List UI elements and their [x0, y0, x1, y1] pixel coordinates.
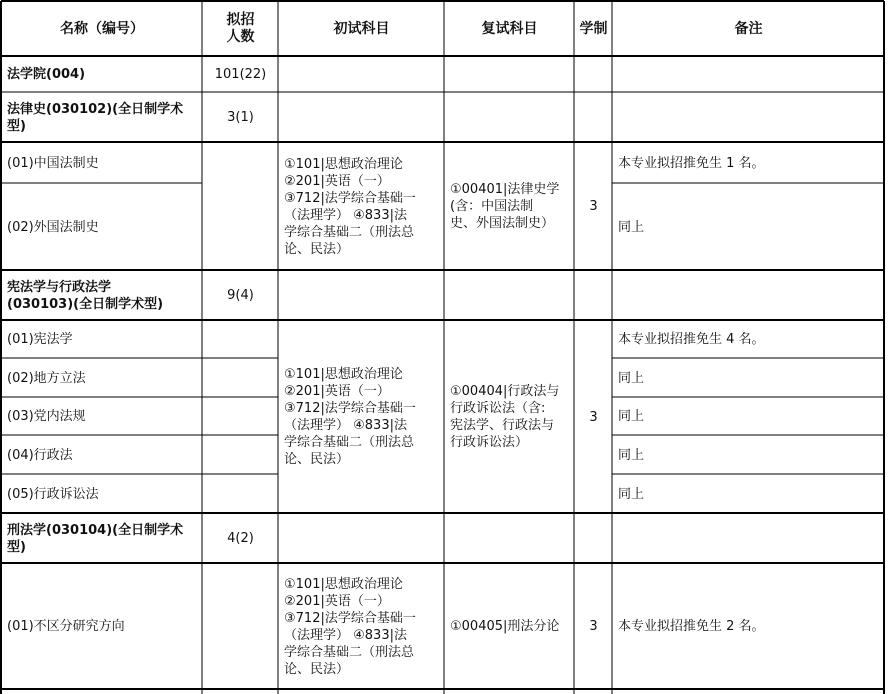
direction-name: (01)中国法制史: [7, 155, 99, 171]
school-quota: 101(22): [214, 67, 267, 82]
school-name: 法学院(004): [7, 67, 86, 82]
major-name: 宪法学与行政法学 (030103)(全日制学术型): [7, 279, 164, 312]
direction-name: (04)行政法: [7, 447, 73, 463]
note-text: 本专业拟招推免生 1 名。: [618, 155, 765, 171]
note-text: 同上: [618, 447, 645, 463]
note-text: 同上: [618, 219, 645, 235]
initial-subjects: ①101|思想政治理论 ②201|英语（一） ③712|法学综合基础一 （法理学） ④833|法 学综合基础二（刑法总 论、民法）: [284, 156, 416, 257]
note-text: 同上: [618, 370, 645, 386]
study-years: 3: [589, 619, 598, 634]
direction-name: (02)地方立法: [7, 370, 86, 386]
initial-subjects: ①101|思想政治理论 ②201|英语（一） ③712|法学综合基础一 （法理学） ④833|法 学综合基础二（刑法总 论、民法）: [284, 367, 416, 467]
note-text: 本专业拟招推免生 4 名。: [618, 332, 765, 347]
retest-subjects: ①00404|行政法与 行政诉讼法（含: 宪法学、行政法与 行政诉讼法）: [450, 384, 560, 450]
note-text: 同上: [618, 486, 645, 502]
major-name: 刑法学(030104)(全日制学术 型): [7, 522, 184, 555]
study-years: 3: [589, 199, 598, 214]
initial-subjects: ①101|思想政治理论 ②201|英语（一） ③712|法学综合基础一 （法理学） ④833|法 学综合基础二（刑法总 论、民法）: [284, 576, 416, 677]
header-retest-subjects: 复试科目: [481, 20, 538, 37]
header-notes: 备注: [734, 20, 763, 37]
direction-name: (01)宪法学: [7, 332, 73, 347]
retest-subjects: ①00401|法律史学 (含：中国法制 史、外国法制史）: [450, 182, 560, 231]
header-name: 名称（编号）: [60, 20, 144, 37]
header-initial-subjects: 初试科目: [333, 20, 390, 37]
note-text: 同上: [618, 409, 645, 424]
header-quota: 拟招 人数: [226, 12, 255, 45]
note-text: 本专业拟招推免生 2 名。: [618, 619, 765, 634]
header-years: 学制: [579, 20, 608, 37]
direction-name: (01)不区分研究方向: [7, 619, 125, 634]
direction-name: (03)党内法规: [7, 409, 86, 424]
study-years: 3: [589, 409, 598, 425]
major-name: 法律史(030102)(全日制学术 型): [7, 101, 184, 134]
direction-name: (02)外国法制史: [7, 219, 99, 235]
major-quota: 9(4): [227, 288, 254, 303]
major-quota: 3(1): [227, 110, 254, 125]
major-quota: 4(2): [227, 531, 254, 546]
direction-name: (05)行政诉讼法: [7, 486, 99, 502]
retest-subjects: ①00405|刑法分论: [450, 619, 560, 634]
